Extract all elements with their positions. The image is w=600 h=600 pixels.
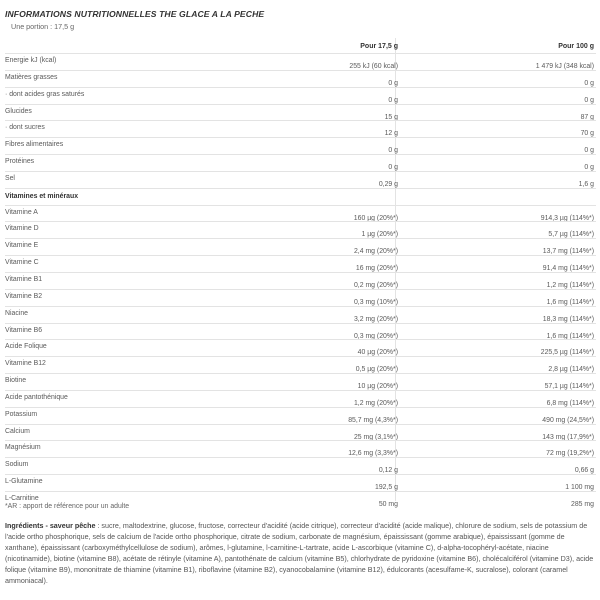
page-title: INFORMATIONS NUTRITIONNELLES THE GLACE A LA PECHE [5,9,265,19]
row-value-per-100g: 6,8 mg (114%*) [546,399,594,407]
row-value-per-portion: 160 µg (20%*) [353,214,398,222]
row-label: Glucides [5,107,32,115]
row-value-per-portion: 15 g [384,113,398,121]
table-row [5,87,596,104]
row-value-per-portion: 16 mg (20%*) [355,265,398,273]
table-row [5,306,596,323]
row-label: Vitamine B1 [5,275,43,283]
row-value-per-100g: 0,66 g [574,467,594,475]
row-value-per-portion: 0 g [388,79,398,87]
header-per-portion: Pour 17,5 g [360,43,398,50]
row-value-per-100g: 57,1 µg (114%*) [544,383,594,391]
row-label: L-Glutamine [5,478,43,486]
row-value-per-portion: 12 g [384,130,398,138]
row-value-per-portion: 0,2 mg (20%*) [353,281,398,289]
row-value-per-100g: 1,6 mg (114%*) [546,332,594,340]
table-header-row [5,38,596,53]
table-row [5,407,596,424]
row-value-per-portion: 0,3 mg (10%*) [353,298,398,306]
table-row [5,137,596,154]
table-row [5,474,596,491]
header-per-100g: Pour 100 g [558,43,594,50]
row-value-per-portion: 0,5 µg (20%*) [355,366,398,374]
table-row [5,238,596,255]
row-label: Acide pantothénique [5,393,68,401]
row-value-per-100g: 0 g [584,79,594,87]
row-value-per-100g: 1,6 mg (114%*) [546,298,594,306]
table-row [5,323,596,340]
table-row [5,356,596,373]
table-section-row [5,188,596,205]
table-row [5,424,596,441]
row-label: · dont acides gras saturés [5,90,85,98]
row-value-per-100g: 0 g [584,96,594,104]
row-label: Vitamine D [5,225,39,233]
row-label: Vitamine C [5,259,39,267]
row-value-per-100g: 70 g [580,130,594,138]
table-row [5,440,596,457]
row-value-per-100g: 0 g [584,147,594,155]
row-value-per-portion: 2,4 mg (20%*) [353,248,398,256]
ingredients-paragraph [5,521,594,588]
row-value-per-portion: 0,12 g [378,467,398,475]
row-label: · dont sucres [5,124,45,132]
row-value-per-portion: 1 µg (20%*) [361,231,398,239]
portion-size: Une portion : 17,5 g [11,22,75,31]
row-label: Potassium [5,410,38,418]
row-label: Sodium [5,461,29,469]
row-label: Sel [5,174,15,182]
row-value-per-portion: 0 g [388,164,398,172]
row-label: Matières grasses [5,73,58,81]
nutrition-table [5,38,596,508]
row-value-per-100g: 1,6 g [578,180,594,188]
row-value-per-portion: 3,2 mg (20%*) [353,315,398,323]
row-value-per-100g: 87 g [580,113,594,121]
row-label: Protéines [5,158,35,166]
row-value-per-portion: 255 kJ (60 kcal) [349,63,398,70]
row-value-per-100g: 285 mg [571,500,594,508]
table-row [5,272,596,289]
table-row [5,154,596,171]
table-row [5,255,596,272]
row-value-per-portion: 0,29 g [378,180,398,188]
row-label: Magnésium [5,444,41,452]
row-value-per-100g: 18,3 mg (114%*) [542,315,594,323]
row-label: Vitamine B2 [5,292,43,300]
row-value-per-100g: 0 g [584,164,594,172]
ingredients-text: : sucre, maltodextrine, glucose, fructose, correcteur d'acidité (acide citrique), correcteur d'acidité (acide malique), chlorure de sodium, sels de potassium de l'acide ortho phosphorique, sels de calcium de l'acide ortho phosphorique, citrate de sodium, carbonate de magnésium, épaississant (gomme arabique), épaississant (gomme de xanthane), épaississant (carboxyméthylcellulose de sodium), arômes, l-glutamine, l-carnitine-L-tartrate, acide L-ascorbique (vitamine C), d-alpha-tocophéryl-acétate, niacine (nicotinamide), biotine (vitamine B8), acétate de rétinyle (vitamine A), pantothénate de calcium (vitamine B5), chlorhydrate de pyridoxine (vitamine B6), cholécalciférol (vitamine D3), acide folique (vitamine B9), mononitrate de thiamine (vitamine B1), riboflavine (vitamine B2), cyanocobalamine (vitamine B12), édulcorants (acesulfame-K, sucralose), colorant (caramel ammoniacal). [5,522,594,586]
row-label: Fibres alimentaires [5,141,64,149]
reference-note: *AR : apport de référence pour un adulte [5,503,130,510]
row-value-per-100g: 225,5 µg (114%*) [540,349,594,357]
row-label: L-Carnitine [5,494,39,502]
row-label: Vitamine B6 [5,326,43,334]
row-value-per-portion: 0 g [388,147,398,155]
table-row [5,289,596,306]
row-value-per-portion: 1,2 mg (20%*) [353,399,398,407]
row-value-per-100g: 91,4 mg (114%*) [542,265,594,273]
row-value-per-portion: 25 mg (3,1%*) [353,433,398,441]
table-row [5,171,596,188]
row-value-per-portion: 12,6 mg (3,3%*) [348,450,398,458]
table-row [5,205,596,222]
row-value-per-100g: 5,7 µg (114%*) [548,231,594,239]
row-value-per-portion: 0,3 mg (20%*) [353,332,398,340]
row-label: Vitamines et minéraux [5,192,79,200]
row-label: Vitamine B12 [5,360,46,368]
table-row [5,339,596,356]
row-label: Biotine [5,377,27,385]
table-row [5,120,596,137]
row-value-per-100g: 72 mg (19,2%*) [546,450,594,458]
row-label: Acide Folique [5,343,47,351]
table-row [5,373,596,390]
row-value-per-100g: 914,3 µg (114%*) [540,214,594,222]
row-label: Energie kJ (kcal) [5,57,57,64]
row-value-per-portion: 40 µg (20%*) [357,349,398,357]
row-value-per-100g: 490 mg (24,5%*) [542,416,594,424]
row-value-per-portion: 192,5 g [375,484,398,492]
row-value-per-100g: 2,8 µg (114%*) [548,366,594,374]
table-row [5,457,596,474]
row-value-per-100g: 1 479 kJ (348 kcal) [535,63,594,70]
table-row [5,53,596,70]
table-row [5,70,596,87]
row-label: Niacine [5,309,28,317]
table-row [5,104,596,121]
row-label: Calcium [5,427,30,435]
row-value-per-100g: 1 100 mg [565,484,594,492]
row-value-per-100g: 13,7 mg (114%*) [542,248,594,256]
ingredients-title: Ingrédients - saveur pêche [5,522,96,530]
row-value-per-portion: 50 mg [378,500,398,508]
row-label: Vitamine A [5,208,38,216]
row-label: Vitamine E [5,242,39,250]
table-row [5,390,596,407]
row-value-per-100g: 1,2 mg (114%*) [546,281,594,289]
row-value-per-100g: 143 mg (17,9%*) [542,433,594,441]
row-value-per-portion: 10 µg (20%*) [357,383,398,391]
row-value-per-portion: 85,7 mg (4,3%*) [348,416,398,424]
table-row [5,221,596,238]
row-value-per-portion: 0 g [388,96,398,104]
